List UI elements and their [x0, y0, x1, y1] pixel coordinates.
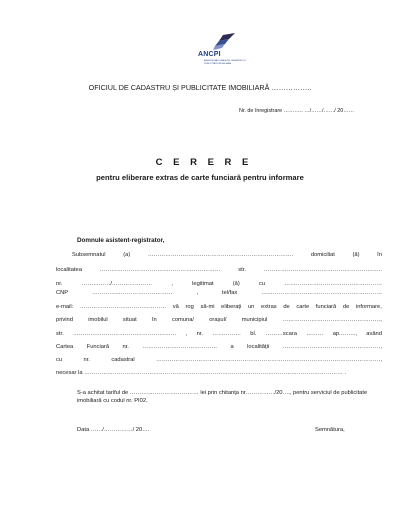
form-token: ,: [196, 290, 199, 296]
form-token: municipiul: [241, 317, 268, 323]
form-token: ……………………………………: [92, 290, 173, 296]
form-token: ,: [185, 331, 188, 337]
form-token: localitatea: [56, 267, 82, 273]
form-token: Cartea: [56, 344, 74, 350]
form-token: (a): [123, 252, 131, 258]
form-row-carte-funciara: [56, 343, 382, 352]
form-token: ……………/…………………: [81, 281, 153, 287]
form-token: Funciară: [86, 344, 110, 350]
form-token: nr.: [56, 281, 63, 287]
form-token: necesar la ……………………………………………………………………………………………………………………… .: [56, 370, 347, 376]
form-token: bl.: [250, 331, 257, 337]
form-token: ………………………………………: [79, 304, 167, 310]
form-token: rog: [185, 304, 194, 310]
form-token: ……………………………………………,: [282, 344, 382, 350]
form-token: Subsemnatul: [72, 252, 106, 258]
form-token: în: [377, 252, 382, 258]
form-token: ………………………………………………………………….: [147, 252, 294, 258]
form-token: privind: [56, 317, 73, 323]
form-token: e-mail:: [56, 304, 74, 310]
form-row-cadastral: [56, 356, 382, 365]
fee-paragraph: S-a achitat tariful de ……………………………… lei prin chitanța nr……………/20…., pentru serviciul de publicitate imobiliară cu codul nr. PI02.: [77, 390, 368, 404]
form-token: ……………………………………………………..: [263, 267, 382, 273]
form-token: CNP: [56, 290, 69, 296]
form-token: vă: [172, 304, 179, 310]
form-token: ………………………………………………………: [99, 267, 221, 273]
form-row-cnp: [56, 289, 382, 298]
form-token: (ă): [352, 252, 360, 258]
form-token: localității: [247, 344, 270, 350]
form-token: funciară: [315, 304, 337, 310]
form-token: imobilul: [88, 317, 108, 323]
form-token: str.: [56, 331, 64, 337]
form-token: cadastral: [111, 357, 135, 363]
form-token: ………: [306, 331, 324, 337]
form-token: carte: [296, 304, 310, 310]
form-row-email: [56, 303, 382, 312]
form-token: de: [283, 304, 290, 310]
form-token: cu: [56, 357, 63, 363]
form-token: ………………………………………………………: [261, 290, 382, 296]
form-row-strada: [56, 330, 382, 339]
document-title: C E R E R E: [155, 157, 253, 168]
form-token: extras: [261, 304, 277, 310]
form-token: ………………………………………………………………………………………………………,: [156, 357, 382, 363]
form-token: …………………………………: [142, 344, 218, 350]
form-token: având: [366, 331, 382, 337]
form-token: (ă): [232, 281, 240, 287]
document-subtitle: pentru eliberare extras de carte funciară pentru informare: [96, 173, 304, 182]
logo-text: ANCPI: [198, 51, 221, 58]
form-token: a: [230, 344, 234, 350]
office-line: OFICIUL DE CADASTRU ȘI PUBLICITATE IMOBILIARĂ ……………..: [88, 83, 312, 92]
form-row-imobil: [56, 316, 382, 325]
form-token: informare,: [355, 304, 382, 310]
form-token: domiciliat: [310, 252, 335, 258]
signature-label: Semnătura,: [315, 427, 345, 433]
form-token: ……………: [212, 331, 241, 337]
greeting: Domnule asistent-registrator,: [77, 237, 165, 244]
form-token: un: [247, 304, 255, 310]
form-token: ……………………………………………: [284, 281, 382, 287]
form-token: în: [151, 317, 157, 323]
registration-number: Nr. de înregistrare ……….. …/……/……/ 20……: [238, 108, 354, 114]
form-row-subsemnatul: [72, 251, 382, 260]
form-token: cu: [258, 281, 266, 287]
form-token: ………………………………………………: [72, 331, 177, 337]
form-token: de: [342, 304, 350, 310]
form-token: str.: [238, 267, 246, 273]
form-token: nr.: [196, 331, 203, 337]
form-token: ap.……..,: [332, 331, 357, 337]
form-row-nr: [56, 280, 382, 289]
form-token: ,: [171, 281, 173, 287]
form-token: nr.: [122, 344, 129, 350]
form-token: comuna/: [171, 317, 194, 323]
form-token: nr.: [83, 357, 90, 363]
form-token: situat: [122, 317, 137, 323]
form-token: ………scara: [265, 331, 297, 337]
form-row-necesar: [56, 369, 382, 378]
form-token: ……………………………………………,: [282, 317, 382, 323]
form-token: tel/fax: [221, 290, 238, 296]
date-field: Data ……/……………/ 20….: [77, 427, 150, 433]
logo-subtext: AGENȚIA NAȚIONALĂ DE CADASTRU ȘI PUBLICITATE IMOBILIARĂ: [204, 60, 246, 65]
form-token: să-mi: [200, 304, 215, 310]
form-row-localitatea: [56, 266, 382, 275]
form-token: eliberați: [221, 304, 242, 310]
form-token: orașul/: [209, 317, 227, 323]
form-token: legitimat: [192, 281, 214, 287]
